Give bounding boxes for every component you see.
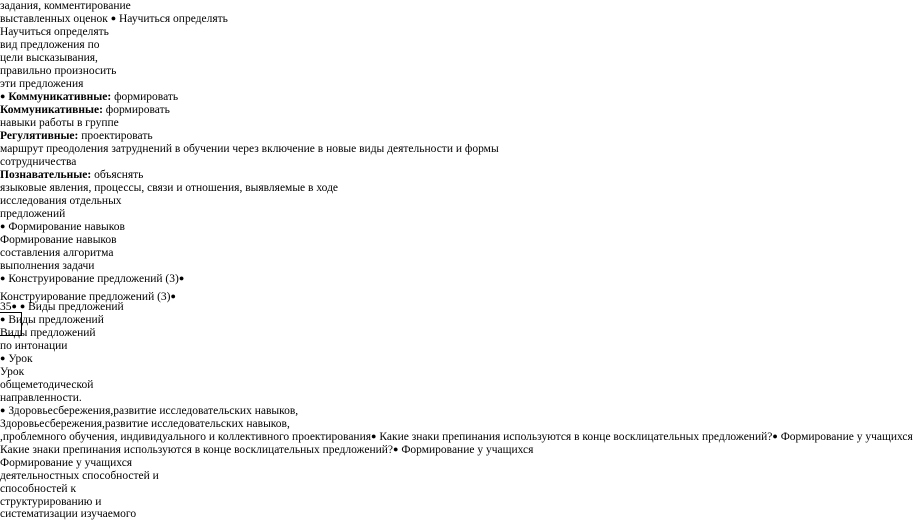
- text-run: Какие знаки препинания используются в конце восклицательных предложений?: [0, 444, 394, 456]
- text-line: способностей к: [0, 483, 77, 495]
- text-run: Виды предложений: [28, 301, 124, 313]
- bullet-icon: ●: [110, 13, 117, 23]
- text-line: Формирование у учащихся: [0, 457, 133, 469]
- text-line: [0, 13, 228, 26]
- text-line: [0, 444, 533, 457]
- text-run: Виды предложений: [8, 314, 104, 326]
- bullet-icon: ●: [0, 221, 6, 231]
- bold-label: Коммуникативные:: [0, 104, 103, 116]
- text-run: формировать: [102, 104, 170, 116]
- text-run: проектировать: [78, 130, 153, 142]
- bullet-icon: ●: [170, 291, 176, 301]
- bullet-icon: ●: [0, 91, 6, 101]
- text-run: Научиться определять: [119, 13, 228, 25]
- text-line: систематизации изучаемого: [0, 508, 137, 520]
- text-line: [0, 273, 184, 286]
- text-run: Какие знаки препинания используются в конце восклицательных предложений?: [379, 431, 773, 443]
- text-line: структурированию и: [0, 496, 102, 508]
- text-line: правильно произносить: [0, 65, 117, 77]
- text-line: составления алгоритма: [0, 247, 114, 259]
- text-run: Конструирование предложений (3): [8, 273, 179, 285]
- text-run: Конструирование предложений (3): [0, 291, 171, 303]
- text-line: предложений: [0, 208, 66, 220]
- text-line: задания, комментирование: [0, 0, 131, 12]
- text-line: [0, 221, 125, 234]
- text-line: [0, 130, 153, 143]
- text-run: Формирование навыков: [8, 221, 125, 233]
- text-line: [0, 104, 170, 117]
- text-line: по интонации: [0, 340, 68, 352]
- bullet-icon: ●: [11, 301, 17, 311]
- bullet-icon: ●: [19, 301, 26, 311]
- text-line: [0, 431, 913, 444]
- text-line: [0, 405, 298, 418]
- bold-label: Коммуникативные:: [8, 91, 112, 103]
- text-line: цели высказывания,: [0, 52, 98, 64]
- text-line: эти предложения: [0, 78, 84, 90]
- text-line: Урок: [0, 366, 25, 378]
- bullet-icon: ●: [393, 444, 399, 454]
- text-line: выполнения задачи: [0, 260, 95, 272]
- text-line: [0, 353, 33, 366]
- text-run: Формирование у учащихся: [780, 431, 913, 443]
- text-run: Здоровьесбережения,развитие исследовательских навыков,: [8, 405, 299, 417]
- text-run: Урок: [8, 353, 33, 365]
- text-line: навыки работы в группе: [0, 117, 119, 129]
- bullet-icon: ●: [178, 273, 185, 283]
- text-line: Формирование навыков: [0, 234, 117, 246]
- bullet-icon: ●: [0, 273, 6, 283]
- bold-label: Познавательные:: [0, 169, 92, 181]
- row-number: 35: [0, 301, 12, 313]
- bullet-icon: ●: [371, 431, 377, 441]
- bullet-icon: ●: [0, 405, 6, 415]
- text-run: выставленных оценок: [0, 13, 108, 25]
- text-run: ,проблемного обучения, индивидуального и коллективного проектирования: [0, 431, 372, 443]
- text-line: маршрут преодоления затруднений в обучении через включение в новые виды деятельности и формы: [0, 143, 499, 155]
- text-line: направленности.: [0, 392, 82, 404]
- text-line: [0, 169, 143, 182]
- text-line: деятельностных способностей и: [0, 470, 159, 482]
- bullet-icon: ●: [772, 431, 778, 441]
- bullet-icon: ●: [0, 353, 6, 363]
- text-line: [0, 301, 124, 314]
- bullet-icon: ●: [0, 314, 6, 324]
- text-line: сотрудничества: [0, 156, 77, 168]
- text-line: языковые явления, процессы, связи и отношения, выявляемые в ходе: [0, 182, 339, 194]
- text-line: [0, 314, 104, 327]
- text-line: общеметодической: [0, 379, 94, 391]
- text-line: Научиться определять: [0, 26, 109, 38]
- text-line: [0, 91, 178, 104]
- text-line: исследования отдельных: [0, 195, 122, 207]
- text-run: объяснять: [91, 169, 144, 181]
- text-line: Виды предложений: [0, 327, 96, 339]
- text-line: Здоровьесбережения,развитие исследовательских навыков,: [0, 418, 290, 430]
- text-run: Формирование у учащихся: [401, 444, 534, 456]
- bold-label: Регулятивные:: [0, 130, 79, 142]
- text-line: вид предложения по: [0, 39, 100, 51]
- text-run: формировать: [111, 91, 179, 103]
